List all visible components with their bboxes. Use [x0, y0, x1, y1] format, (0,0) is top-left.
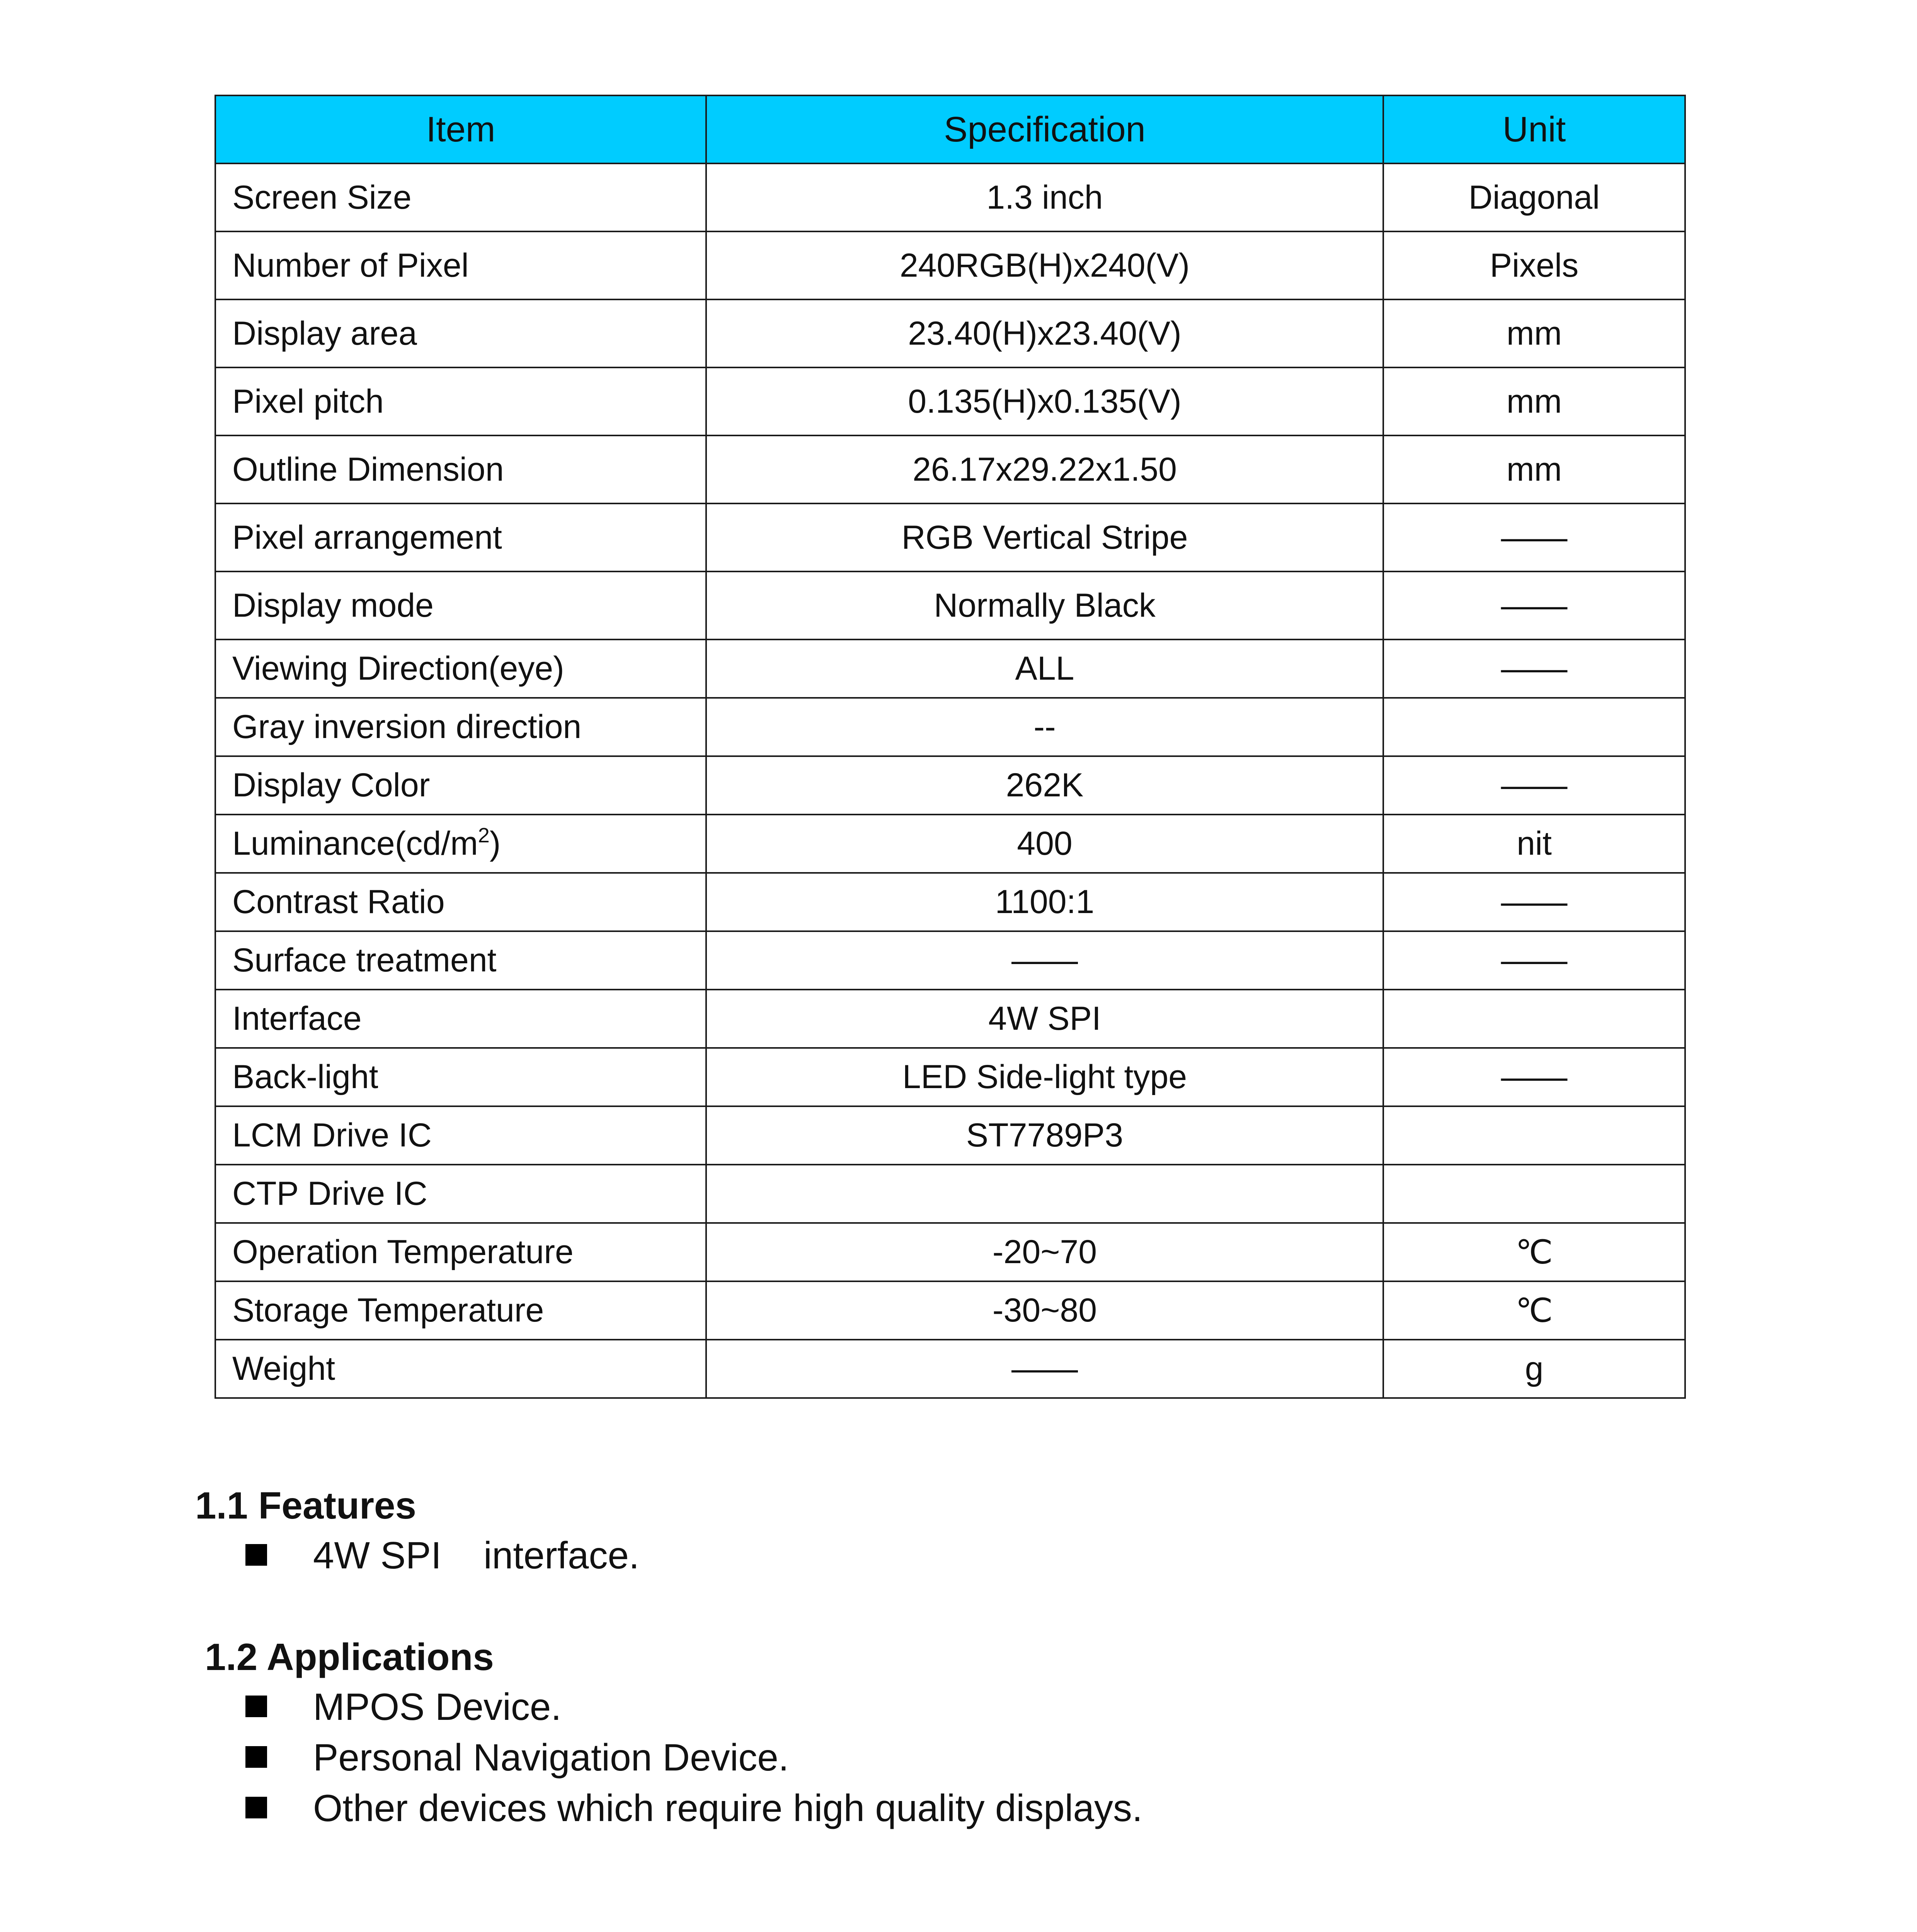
table-row [215, 990, 1685, 1048]
spec-cell: 23.40(H)x23.40(V) [706, 299, 1383, 367]
column-header-unit: Unit [1383, 95, 1685, 163]
spec-cell: 0.135(H)x0.135(V) [706, 367, 1383, 435]
table-row [215, 873, 1685, 931]
unit-cell: —— [1383, 931, 1685, 990]
item-cell [215, 815, 706, 873]
table-row [215, 698, 1685, 756]
spec-cell: -30~80 [706, 1281, 1383, 1340]
table-row [215, 231, 1685, 299]
table-row [215, 1165, 1685, 1223]
list-item [245, 1682, 562, 1732]
item-cell: Display mode [215, 571, 706, 639]
column-header-specification: Specification [706, 95, 1383, 163]
item-cell: LCM Drive IC [215, 1106, 706, 1165]
luminance-label-suffix: ) [489, 825, 501, 862]
square-bullet-icon [245, 1797, 267, 1818]
list-item-text: Other devices which require high quality displays. [313, 1787, 1143, 1829]
spec-cell: LED Side-light type [706, 1048, 1383, 1106]
item-cell: Pixel pitch [215, 367, 706, 435]
unit-cell: ℃ [1383, 1281, 1685, 1340]
item-cell: CTP Drive IC [215, 1165, 706, 1223]
table-row [215, 639, 1685, 698]
unit-cell [1383, 990, 1685, 1048]
table-row [215, 1281, 1685, 1340]
item-cell: Weight [215, 1340, 706, 1398]
features-list [245, 1530, 640, 1581]
item-cell: Surface treatment [215, 931, 706, 990]
spec-cell: —— [706, 931, 1383, 990]
unit-cell [1383, 698, 1685, 756]
unit-cell: —— [1383, 639, 1685, 698]
table-row [215, 435, 1685, 503]
table-row [215, 756, 1685, 815]
spec-cell: 400 [706, 815, 1383, 873]
table-row [215, 503, 1685, 571]
spec-cell: 262K [706, 756, 1383, 815]
unit-cell: g [1383, 1340, 1685, 1398]
column-header-item: Item [215, 95, 706, 163]
features-heading: 1.1 Features [195, 1484, 416, 1527]
applications-list [245, 1682, 1143, 1833]
list-item [245, 1530, 640, 1581]
spec-cell: 1100:1 [706, 873, 1383, 931]
table-row [215, 815, 1685, 873]
list-item [245, 1732, 789, 1783]
unit-cell: mm [1383, 435, 1685, 503]
unit-cell: mm [1383, 299, 1685, 367]
table-row [215, 1340, 1685, 1398]
spec-cell [706, 1165, 1383, 1223]
unit-cell: —— [1383, 756, 1685, 815]
table-row [215, 571, 1685, 639]
unit-cell: —— [1383, 503, 1685, 571]
unit-cell [1383, 1165, 1685, 1223]
table-row [215, 367, 1685, 435]
unit-cell [1383, 1106, 1685, 1165]
item-cell: Outline Dimension [215, 435, 706, 503]
luminance-label: Luminance(cd/m [232, 825, 478, 862]
unit-cell: ℃ [1383, 1223, 1685, 1281]
table-row [215, 1223, 1685, 1281]
item-cell: Number of Pixel [215, 231, 706, 299]
spec-cell: 4W SPI [706, 990, 1383, 1048]
table-row [215, 163, 1685, 231]
spec-cell: ST7789P3 [706, 1106, 1383, 1165]
list-item [245, 1783, 1143, 1833]
table-row [215, 299, 1685, 367]
item-cell: Display Color [215, 756, 706, 815]
item-cell: Gray inversion direction [215, 698, 706, 756]
item-cell: Display area [215, 299, 706, 367]
item-cell: Storage Temperature [215, 1281, 706, 1340]
unit-cell: nit [1383, 815, 1685, 873]
spec-cell: 1.3 inch [706, 163, 1383, 231]
unit-cell: —— [1383, 1048, 1685, 1106]
list-item-text: Personal Navigation Device. [313, 1736, 789, 1779]
unit-cell: Pixels [1383, 231, 1685, 299]
square-bullet-icon [245, 1746, 267, 1768]
spec-cell: —— [706, 1340, 1383, 1398]
spec-cell: 240RGB(H)x240(V) [706, 231, 1383, 299]
spec-cell: RGB Vertical Stripe [706, 503, 1383, 571]
spec-cell: -20~70 [706, 1223, 1383, 1281]
unit-cell: —— [1383, 571, 1685, 639]
unit-cell: —— [1383, 873, 1685, 931]
square-bullet-icon [245, 1544, 267, 1566]
table-row [215, 1048, 1685, 1106]
table-row [215, 1106, 1685, 1165]
specification-table [215, 95, 1686, 1399]
square-bullet-icon [245, 1696, 267, 1717]
spec-cell: -- [706, 698, 1383, 756]
item-cell: Viewing Direction(eye) [215, 639, 706, 698]
spec-cell: Normally Black [706, 571, 1383, 639]
spec-cell: 26.17x29.22x1.50 [706, 435, 1383, 503]
spec-cell: ALL [706, 639, 1383, 698]
list-item-text: 4W SPI interface. [313, 1534, 640, 1577]
item-cell: Back-light [215, 1048, 706, 1106]
item-cell: Interface [215, 990, 706, 1048]
unit-cell: mm [1383, 367, 1685, 435]
table-header-row [215, 95, 1685, 163]
unit-cell: Diagonal [1383, 163, 1685, 231]
item-cell: Operation Temperature [215, 1223, 706, 1281]
item-cell: Screen Size [215, 163, 706, 231]
list-item-text: MPOS Device. [313, 1685, 562, 1728]
table-row [215, 931, 1685, 990]
item-cell: Contrast Ratio [215, 873, 706, 931]
superscript-two: 2 [478, 824, 490, 847]
item-cell: Pixel arrangement [215, 503, 706, 571]
applications-heading: 1.2 Applications [205, 1636, 494, 1678]
